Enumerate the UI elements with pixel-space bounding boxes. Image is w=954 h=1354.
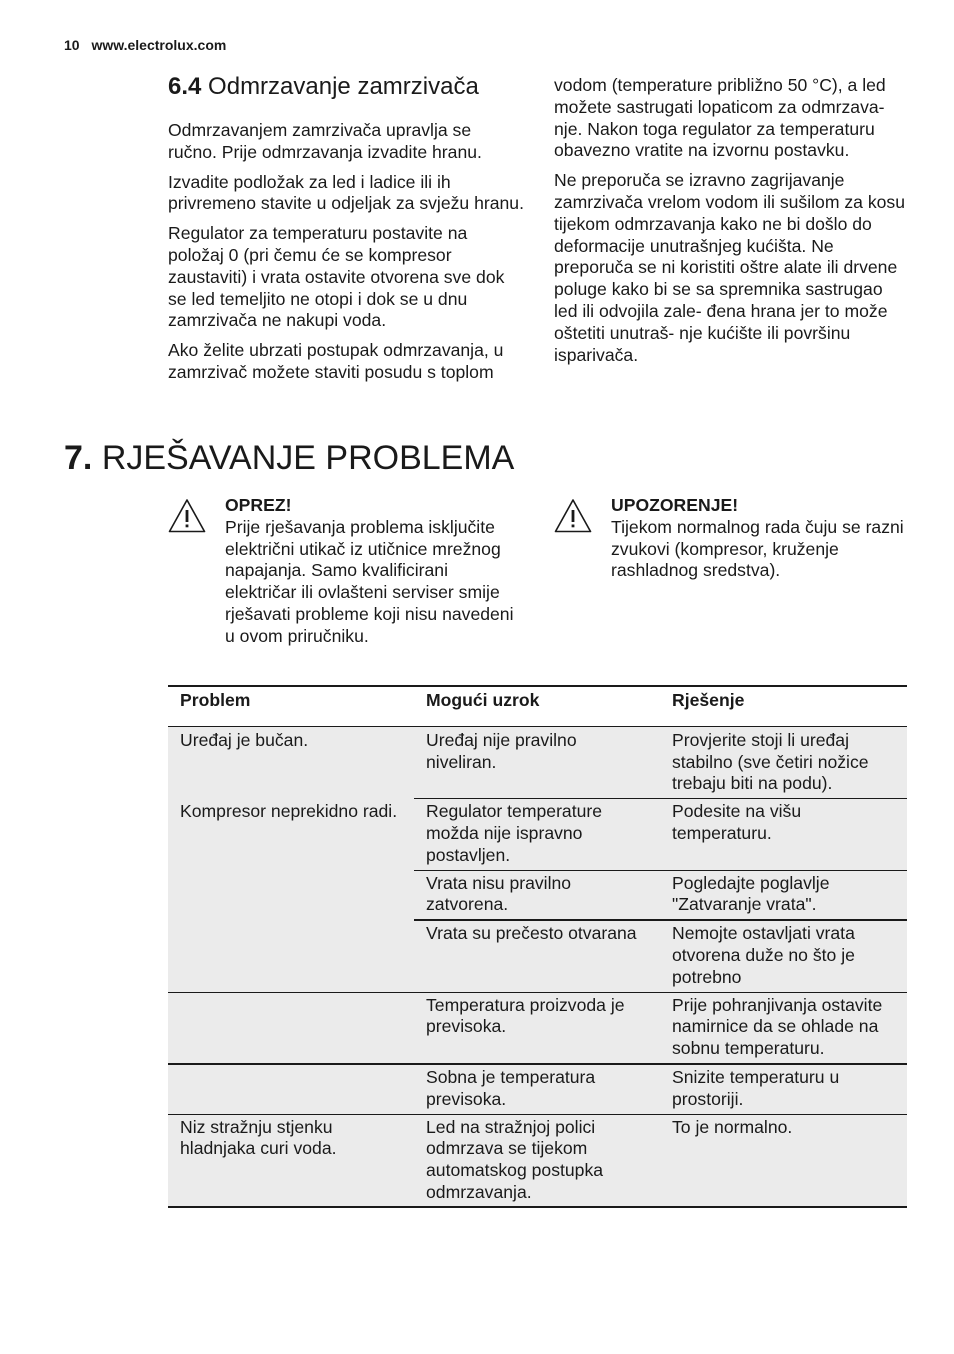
notice-text: Tijekom normalnog rada čuju se razni zvukovi (kompresor, kruženje rashladnog sredstva).: [611, 516, 904, 581]
page-header: [64, 37, 226, 53]
solution-cell: Podesite na višu temperaturu.: [660, 799, 907, 870]
paragraph: Izvadite podložak za led i ladice ili ih privremeno stavite u odjeljak za svježu hranu.: [168, 171, 524, 214]
notice-title: OPREZ!: [225, 495, 292, 515]
table-row: [168, 870, 907, 920]
problem-cell: [168, 1064, 414, 1114]
section-title-text: Odmrzavanje zamrzivača: [208, 73, 479, 100]
warning-triangle-icon: [168, 498, 206, 534]
problem-cell: Uređaj je bučan.: [168, 726, 414, 798]
chapter-title: [64, 437, 514, 479]
page-number: 10: [64, 37, 80, 53]
problem-cell: [168, 992, 414, 1064]
problem-cell: Kompresor neprekidno radi.: [168, 799, 414, 870]
table-row: [168, 1114, 907, 1207]
site-url: www.electrolux.com: [91, 37, 227, 53]
paragraph: Regulator za temperaturu postavite na položaj 0 (pri čemu će se kompresor zaustaviti) i vrata ostavite otvorena sve dok se led temeljito ne otopi i dok se u dnu zamrzivača ne nakupi voda.: [168, 223, 505, 331]
cause-cell: Uređaj nije pravilno niveliran.: [414, 726, 660, 798]
section-number: 6.4: [168, 73, 202, 100]
notice-title: UPOZORENJE!: [611, 495, 739, 515]
paragraph: Ne preporuča se izravno zagrijavanje zamrzivača vrelom vodom ili sušilom za kosu tijekom odmrzavanja kako ne bi došlo do deformacije unutrašnjeg kućišta. Ne preporuča se ni koristiti oštre alate ili drvene poluge kako bi se sa spremnika sastrugao led ili odvojila zale- đena hrana jer to može oštetiti unutraš- nje kućište ili površinu isparivača.: [554, 170, 905, 365]
problem-cell: [168, 870, 414, 920]
section-left-column: [168, 72, 524, 392]
problem-cell: Niz stražnju stjenku hladnjaka curi voda.: [168, 1114, 414, 1207]
header-problem: Problem: [168, 686, 414, 726]
cause-cell: Led na stražnjoj polici odmrzava se tijekom automatskog postupka odmrzavanja.: [414, 1114, 660, 1207]
warning-notice: [554, 495, 904, 582]
header-cause: Mogući uzrok: [414, 686, 660, 726]
header-solution: Rješenje: [660, 686, 907, 726]
section-right-column: [554, 75, 910, 374]
paragraph: vodom (temperature približno 50 °C), a led možete sastrugati lopaticom za odmrzava- nje. Nakon toga regulator za temperaturu obavezno vratite na izvornu postavku.: [554, 75, 886, 161]
section-title: [168, 72, 524, 102]
cause-cell: Regulator temperature možda nije ispravno postavljen.: [414, 799, 660, 870]
paragraph: Ako želite ubrzati postupak odmrzavanja, u zamrzivač možete staviti posudu s toplom: [168, 340, 504, 382]
solution-cell: Nemojte ostavljati vrata otvorena duže no što je potrebno: [660, 920, 907, 992]
table-row: [168, 992, 907, 1064]
table-row: [168, 799, 907, 870]
warning-triangle-icon: [554, 498, 592, 534]
table-row: [168, 920, 907, 992]
chapter-title-text: RJEŠAVANJE PROBLEMA: [101, 439, 515, 477]
table-row: [168, 1064, 907, 1114]
solution-cell: Provjerite stoji li uređaj stabilno (sve četiri nožice trebaju biti na podu).: [660, 726, 907, 798]
chapter-number: 7.: [64, 439, 93, 477]
table-header-row: [168, 686, 907, 726]
notice-text: Prije rješavanja problema isključite električni utikač iz utičnice mrežnog napajanja. Samo kvalificirani električar ili ovlašteni serviser smije rješavati probleme koji nisu navedeni u ovom priručniku.: [225, 516, 514, 646]
cause-cell: Vrata nisu pravilno zatvorena.: [414, 870, 660, 920]
cause-cell: Temperatura proizvoda je previsoka.: [414, 992, 660, 1064]
paragraph: Odmrzavanjem zamrzivača upravlja se ručno. Prije odmrzavanja izvadite hranu.: [168, 120, 482, 162]
solution-cell: To je normalno.: [660, 1114, 907, 1207]
cause-cell: Vrata su prečesto otvarana: [414, 920, 660, 992]
problem-cell: [168, 920, 414, 992]
troubleshooting-table: [168, 685, 907, 1208]
solution-cell: Prije pohranjivanja ostavite namirnice da se ohlade na sobnu temperaturu.: [660, 992, 907, 1064]
table-row: [168, 726, 907, 798]
solution-cell: Snizite temperaturu u prostoriji.: [660, 1064, 907, 1114]
caution-notice: [168, 495, 518, 648]
cause-cell: Sobna je temperatura previsoka.: [414, 1064, 660, 1114]
solution-cell: Pogledajte poglavlje "Zatvaranje vrata".: [660, 870, 907, 920]
